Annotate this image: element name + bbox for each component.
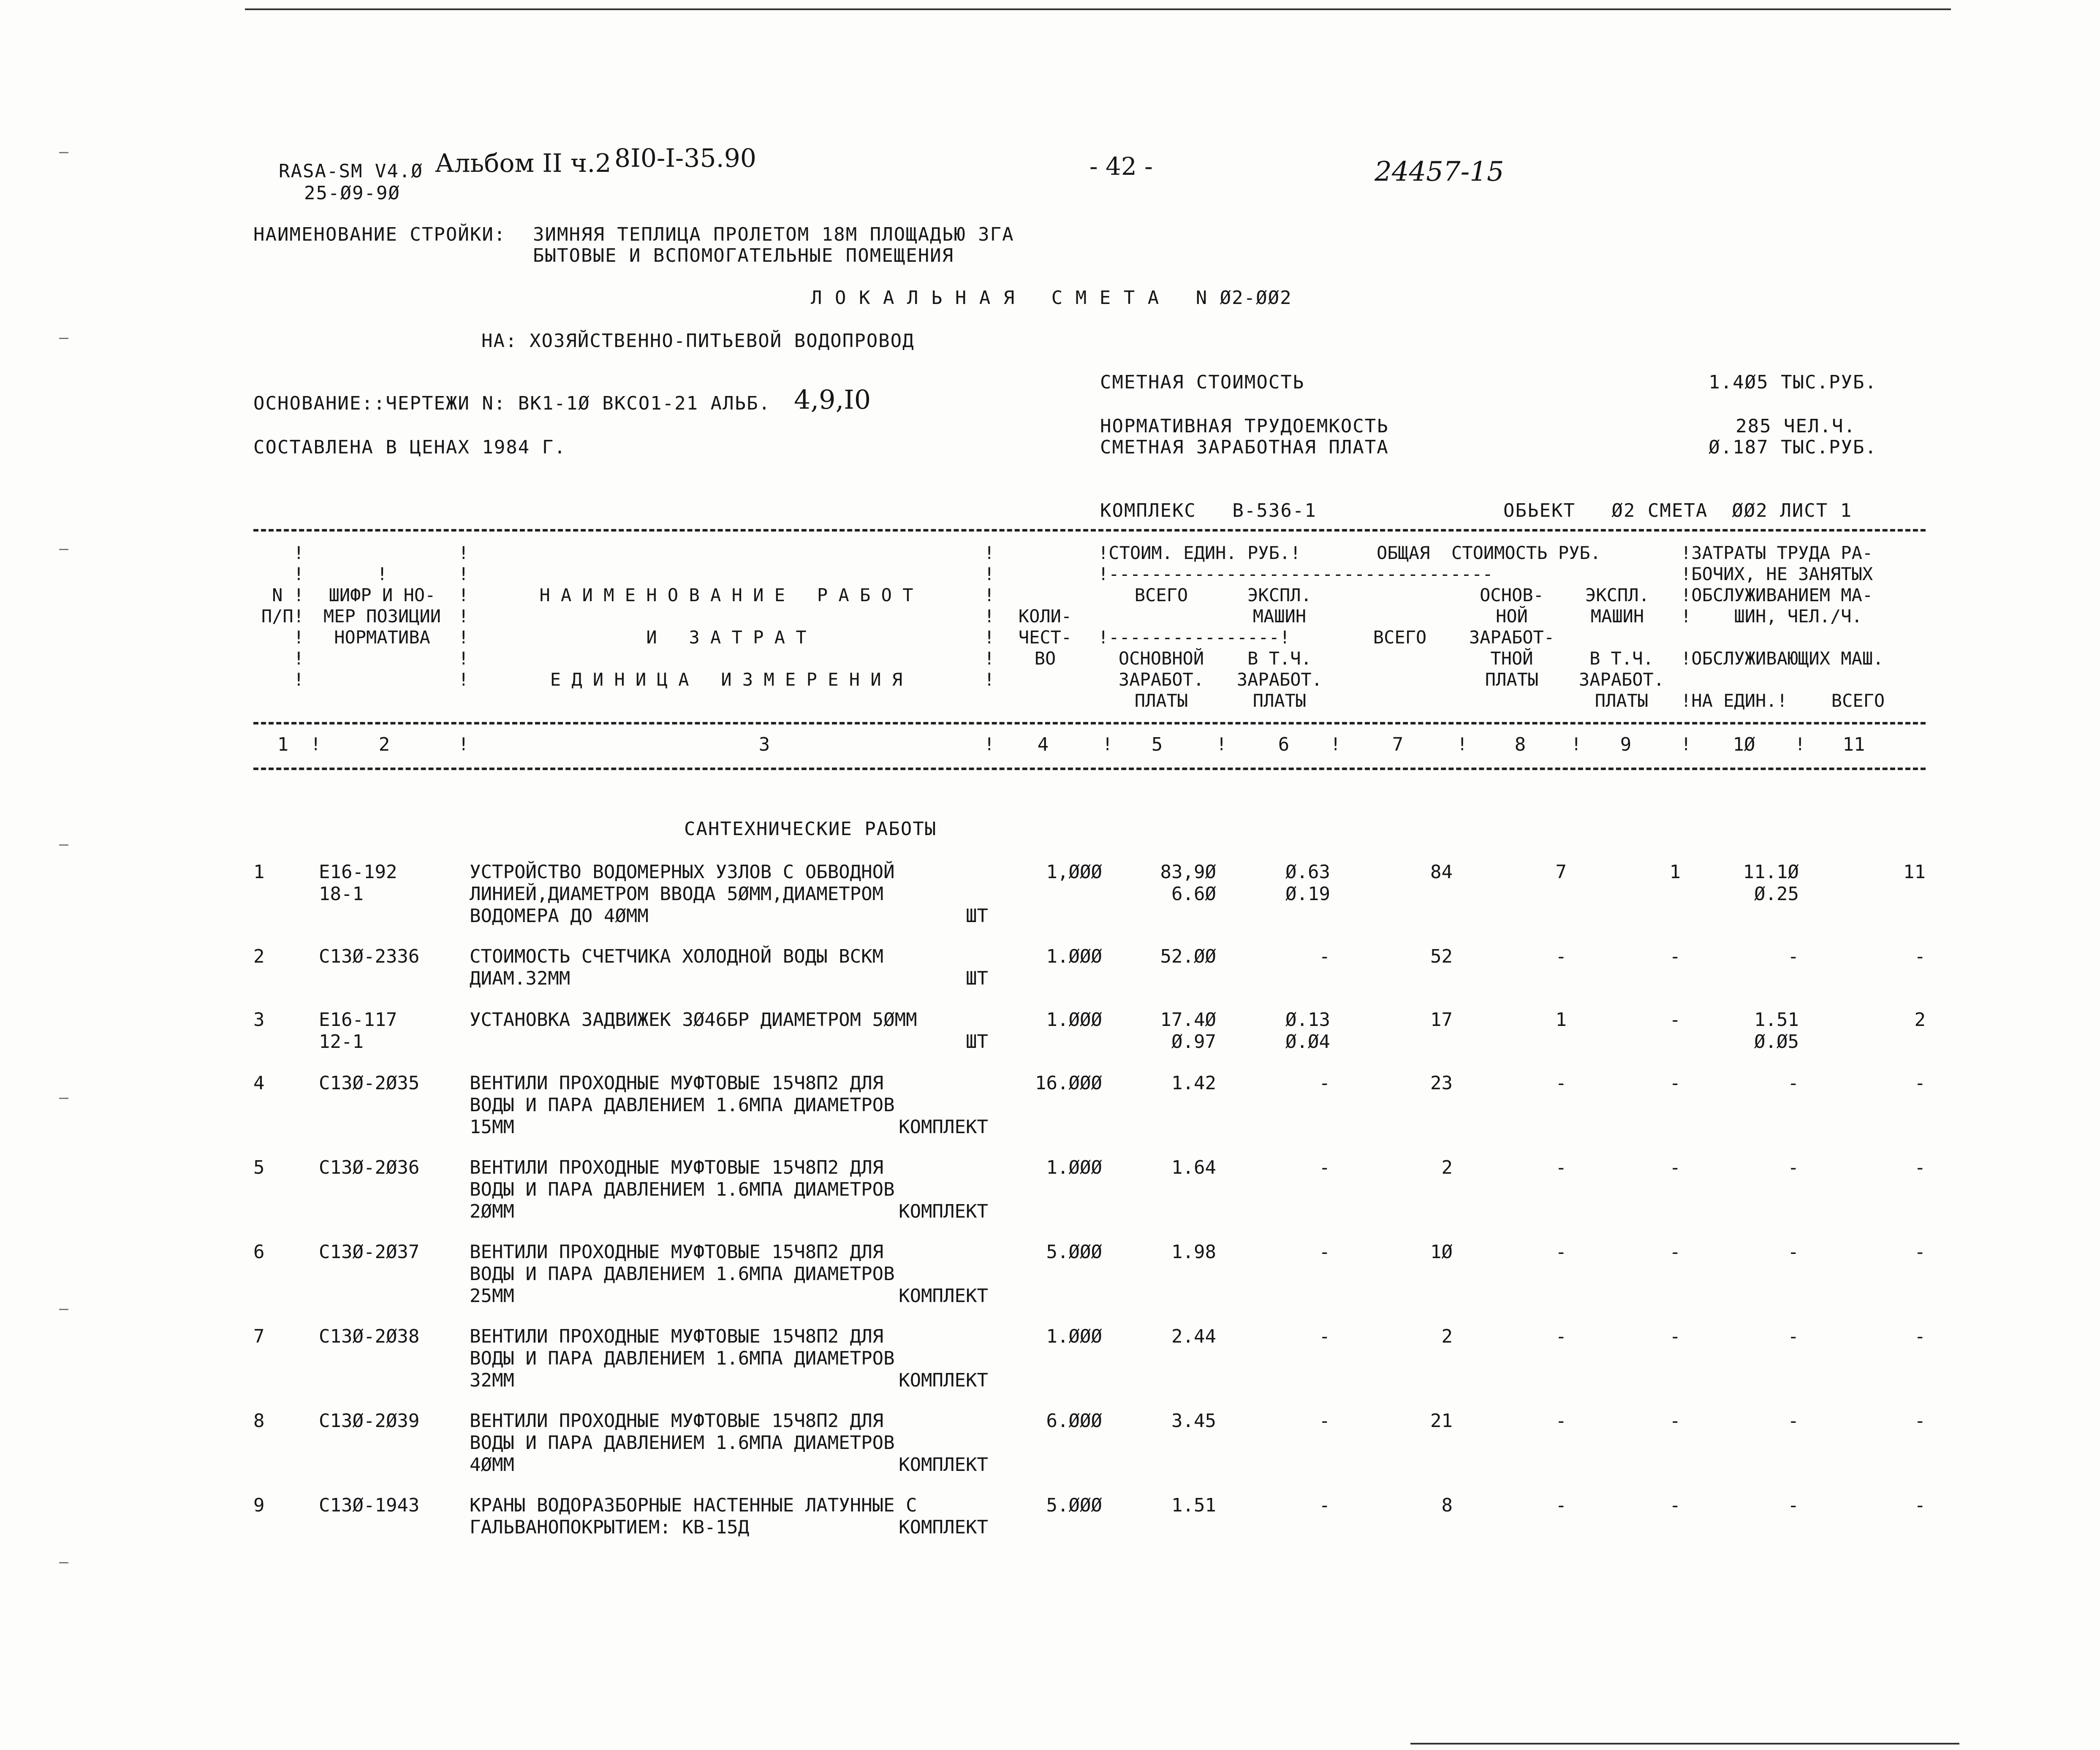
number-row-separator: ! [1457, 734, 1468, 754]
row-labor-total: - [1914, 1072, 1926, 1094]
summary-label-labor: НОРМАТИВНАЯ ТРУДОЕМКОСТЬ [1100, 415, 1389, 437]
header-labor-costs: !ЗАТРАТЫ ТРУДА РА- !БОЧИХ, НЕ ЗАНЯТЫХ !ОБСЛУЖИВАНИЕМ МА- ! ШИН, ЧЕЛ./Ч. [1681, 543, 1873, 627]
row-unit-total: 1.98 [1171, 1241, 1216, 1263]
row-quantity: 5.ØØØ [1046, 1495, 1102, 1516]
album-label: Альбом II ч.2 [435, 149, 611, 178]
margin-mark [59, 844, 68, 846]
number-row-separator: ! [1571, 734, 1582, 754]
row-labor-per-unit: - [1788, 1410, 1799, 1432]
row-machine: - [1669, 1326, 1681, 1347]
row-total: 1Ø [1430, 1241, 1453, 1263]
row-total: 2 [1441, 1157, 1453, 1178]
summary-label-cost: СМЕТНАЯ СТОИМОСТЬ [1100, 372, 1305, 393]
row-total: 17 [1430, 1009, 1453, 1031]
estimate-basis-handwritten: 4,9,I0 [794, 384, 871, 415]
header-col-name-line3: Е Д И Н И Ц А И З М Е Р Е Н И Я [550, 669, 903, 690]
row-total: 8 [1441, 1495, 1453, 1516]
row-labor-per-unit: - [1788, 1326, 1799, 1347]
header-col-name-line2: И З А Т Р А Т [646, 627, 807, 648]
row-unit-machine: - [1319, 1326, 1330, 1347]
estimate-title: Л О К А Л Ь Н А Я С М Е Т А N Ø2-ØØ2 [811, 287, 1292, 309]
table-rule-numbers-bottom [253, 768, 1926, 770]
row-unit-machine: Ø.63 Ø.19 [1285, 861, 1330, 905]
row-name: КРАНЫ ВОДОРАЗБОРНЫЕ НАСТЕННЫЕ ЛАТУННЫЕ С ГАЛЬВАНОПОКРЫТИЕМ: КВ-15Д [470, 1495, 917, 1538]
header-separator: ! ! ! ! ! ! ! [458, 543, 469, 690]
header-labor-machine-ops: !ОБСЛУЖИВАЮЩИХ МАШ. [1681, 648, 1884, 669]
header-col-number: ! ! N ! П/П! ! ! ! [261, 543, 304, 690]
row-code: С13Ø-2Ø35 [319, 1072, 420, 1094]
summary-value-labor: 285 ЧЕЛ.Ч. [1736, 415, 1856, 437]
row-labor-total: - [1914, 1157, 1926, 1178]
row-total: 23 [1430, 1072, 1453, 1094]
summary-label-wages: СМЕТНАЯ ЗАРАБОТНАЯ ПЛАТА [1100, 437, 1389, 458]
margin-mark [59, 1562, 68, 1563]
margin-mark [59, 1309, 68, 1310]
row-number: 4 [253, 1072, 265, 1094]
number-row-separator: ! [458, 734, 469, 754]
complex-code: КОМПЛЕКС В-536-1 [1100, 500, 1317, 521]
program-version: RASA-SM V4.Ø [279, 160, 423, 182]
number-row-separator: ! [1330, 734, 1341, 754]
row-code: С13Ø-2Ø38 [319, 1326, 420, 1347]
row-name: ВЕНТИЛИ ПРОХОДНЫЕ МУФТОВЫЕ 15Ч8П2 ДЛЯ ВОДЫ И ПАРА ДАВЛЕНИЕМ 1.6МПА ДИАМЕТРОВ 2ØММ [470, 1157, 895, 1222]
row-number: 7 [253, 1326, 265, 1347]
row-name: ВЕНТИЛИ ПРОХОДНЫЕ МУФТОВЫЕ 15Ч8П2 ДЛЯ ВОДЫ И ПАРА ДАВЛЕНИЕМ 1.6МПА ДИАМЕТРОВ 32ММ [470, 1326, 895, 1391]
row-machine: - [1669, 1241, 1681, 1263]
header-col-machine-wages: В Т.Ч. ЗАРАБОТ. ПЛАТЫ [1578, 648, 1665, 711]
header-col-base-wage-total: ОСНОВ- НОЙ ЗАРАБОТ- ТНОЙ ПЛАТЫ [1469, 585, 1555, 690]
header-total-cost-group: ОБЩАЯ СТОИМОСТЬ РУБ. [1377, 543, 1601, 563]
row-quantity: 1.ØØØ [1046, 946, 1102, 967]
estimate-basis: ОСНОВАНИЕ::ЧЕРТЕЖИ N: ВК1-1Ø ВКСО1-21 АЛЬБ. [253, 393, 771, 414]
row-code: С13Ø-2Ø39 [319, 1410, 420, 1432]
row-name: ВЕНТИЛИ ПРОХОДНЫЕ МУФТОВЫЕ 15Ч8П2 ДЛЯ ВОДЫ И ПАРА ДАВЛЕНИЕМ 1.6МПА ДИАМЕТРОВ 25ММ [470, 1241, 895, 1307]
row-unit-machine: - [1319, 1495, 1330, 1516]
row-base-wages: - [1555, 1326, 1567, 1347]
row-unit-machine: - [1319, 1157, 1330, 1178]
row-number: 2 [253, 946, 265, 967]
header-col-per-unit: !НА ЕДИН.! [1681, 690, 1788, 711]
header-col-name-line1: Н А И М Е Н О В А Н И Е Р А Б О Т [539, 585, 913, 605]
document-number: 24457-15 [1375, 156, 1504, 187]
row-name: УСТАНОВКА ЗАДВИЖЕК 3Ø46БР ДИАМЕТРОМ 5ØММ [470, 1009, 917, 1031]
row-number: 1 [253, 861, 265, 883]
estimate-subject: НА: ХОЗЯЙСТВЕННО-ПИТЬЕВОЙ ВОДОПРОВОД [481, 330, 915, 352]
header-col-total: ВСЕГО [1134, 585, 1188, 605]
row-number: 9 [253, 1495, 265, 1516]
header-col-quantity: КОЛИ- ЧЕСТ- ВО [1018, 606, 1072, 669]
row-labor-per-unit: - [1788, 946, 1799, 967]
row-unit-total: 3.45 [1171, 1410, 1216, 1432]
column-number: 1 [277, 734, 289, 755]
row-total: 2 [1441, 1326, 1453, 1347]
project-code: 8I0-I-35.90 [614, 144, 757, 173]
margin-mark [59, 1098, 68, 1099]
margin-mark [59, 549, 68, 550]
column-number: 8 [1514, 734, 1526, 755]
row-labor-per-unit: 11.1Ø Ø.25 [1743, 861, 1799, 905]
row-unit-total: 17.4Ø Ø.97 [1160, 1009, 1216, 1053]
row-unit: КОМПЛЕКТ [899, 1116, 988, 1138]
row-number: 5 [253, 1157, 265, 1178]
row-unit-total: 1.42 [1171, 1072, 1216, 1094]
number-row-separator: ! [1681, 734, 1692, 754]
row-total: 84 [1430, 861, 1453, 883]
number-row-separator: ! [1102, 734, 1113, 754]
header-rule: !------------------------------------ [1098, 564, 1493, 584]
row-unit-total: 1.64 [1171, 1157, 1216, 1178]
header-separator: ! ! ! ! ! ! ! [984, 543, 995, 690]
object-sheet-info: ОБЬЕКТ Ø2 СМЕТА ØØ2 ЛИСТ 1 [1503, 500, 1853, 521]
number-row-separator: ! [984, 734, 995, 754]
row-labor-total: - [1914, 1495, 1926, 1516]
row-number: 3 [253, 1009, 265, 1031]
row-name: ВЕНТИЛИ ПРОХОДНЫЕ МУФТОВЫЕ 15Ч8П2 ДЛЯ ВОДЫ И ПАРА ДАВЛЕНИЕМ 1.6МПА ДИАМЕТРОВ 4ØММ [470, 1410, 895, 1476]
column-number: 1Ø [1733, 734, 1755, 755]
row-base-wages: - [1555, 946, 1567, 967]
row-quantity: 6.ØØØ [1046, 1410, 1102, 1432]
row-labor-total: 2 [1914, 1009, 1926, 1031]
column-number: 9 [1620, 734, 1632, 755]
row-unit: КОМПЛЕКТ [899, 1517, 988, 1538]
column-number: 7 [1392, 734, 1404, 755]
row-unit: КОМПЛЕКТ [899, 1370, 988, 1391]
row-code: С13Ø-2Ø37 [319, 1241, 420, 1263]
row-quantity: 1.ØØØ [1046, 1157, 1102, 1178]
row-unit: КОМПЛЕКТ [899, 1454, 988, 1476]
row-machine: - [1669, 1009, 1681, 1031]
row-name: ВЕНТИЛИ ПРОХОДНЫЕ МУФТОВЫЕ 15Ч8П2 ДЛЯ ВОДЫ И ПАРА ДАВЛЕНИЕМ 1.6МПА ДИАМЕТРОВ 15ММ [470, 1072, 895, 1138]
header-col-base-wages: ОСНОВНОЙ ЗАРАБОТ. ПЛАТЫ [1118, 648, 1204, 711]
row-machine: - [1669, 1157, 1681, 1178]
row-unit-machine: - [1319, 1410, 1330, 1432]
row-code: Е16-117 12-1 [319, 1009, 397, 1053]
row-machine: - [1669, 1495, 1681, 1516]
column-number: 2 [378, 734, 390, 755]
row-labor-total: - [1914, 1326, 1926, 1347]
row-base-wages: - [1555, 1241, 1567, 1263]
row-labor-per-unit: 1.51 Ø.Ø5 [1754, 1009, 1799, 1053]
header-col-machine-ops: ЭКСПЛ. МАШИН [1247, 585, 1312, 627]
row-total: 52 [1430, 946, 1453, 967]
row-unit-total: 1.51 [1171, 1495, 1216, 1516]
margin-mark [59, 338, 68, 339]
header-rule: !----------------! [1098, 627, 1290, 648]
section-title: САНТЕХНИЧЕСКИЕ РАБОТЫ [684, 818, 937, 840]
project-line1: ЗИМНЯЯ ТЕПЛИЦА ПРОЛЕТОМ 18М ПЛОЩАДЬЮ 3ГА [533, 224, 1014, 245]
row-name: СТОИМОСТЬ СЧЕТЧИКА ХОЛОДНОЙ ВОДЫ ВСКМ ДИАМ.32ММ [470, 946, 884, 989]
row-quantity: 1,ØØØ [1046, 861, 1102, 883]
row-base-wages: 1 [1555, 1009, 1567, 1031]
row-machine: - [1669, 1410, 1681, 1432]
header-col-grand-total: ВСЕГО [1373, 627, 1427, 648]
table-rule-header-bottom [253, 722, 1926, 724]
number-row-separator: ! [1795, 734, 1806, 754]
row-quantity: 16.ØØØ [1035, 1072, 1102, 1094]
column-number: 6 [1278, 734, 1290, 755]
row-code: С13Ø-2Ø36 [319, 1157, 420, 1178]
row-base-wages: - [1555, 1157, 1567, 1178]
row-labor-total: 11 [1903, 861, 1926, 883]
row-unit: КОМПЛЕКТ [899, 1201, 988, 1222]
row-quantity: 1.ØØØ [1046, 1326, 1102, 1347]
row-base-wages: - [1555, 1410, 1567, 1432]
price-level: СОСТАВЛЕНА В ЦЕНАХ 1984 Г. [253, 437, 566, 458]
header-col-incl-wages: В Т.Ч. ЗАРАБОТ. ПЛАТЫ [1236, 648, 1323, 711]
row-machine: 1 [1669, 861, 1681, 883]
row-labor-per-unit: - [1788, 1241, 1799, 1263]
row-unit-machine: - [1319, 1241, 1330, 1263]
header-col-labor-total: ВСЕГО [1831, 690, 1885, 711]
row-machine: - [1669, 946, 1681, 967]
project-line2: БЫТОВЫЕ И ВСПОМОГАТЕЛЬНЫЕ ПОМЕЩЕНИЯ [533, 245, 954, 266]
row-labor-per-unit: - [1788, 1495, 1799, 1516]
row-labor-total: - [1914, 1410, 1926, 1432]
row-code: Е16-192 18-1 [319, 861, 397, 905]
row-unit: КОМПЛЕКТ [899, 1285, 988, 1307]
summary-value-cost: 1.4Ø5 ТЫС.РУБ. [1709, 372, 1877, 393]
row-labor-total: - [1914, 1241, 1926, 1263]
row-unit: ШТ [966, 905, 988, 927]
row-unit-machine: - [1319, 946, 1330, 967]
row-quantity: 1.ØØØ [1046, 1009, 1102, 1031]
row-labor-per-unit: - [1788, 1157, 1799, 1178]
header-col-code: ! ШИФР И НО- МЕР ПОЗИЦИИ НОРМАТИВА [323, 564, 441, 648]
row-number: 8 [253, 1410, 265, 1432]
row-total: 21 [1430, 1410, 1453, 1432]
number-row-separator: ! [1216, 734, 1227, 754]
row-unit-total: 83,9Ø 6.6Ø [1160, 861, 1216, 905]
row-labor-per-unit: - [1788, 1072, 1799, 1094]
row-number: 6 [253, 1241, 265, 1263]
page-number: - 42 - [1089, 152, 1153, 181]
table-rule-top [253, 529, 1926, 532]
row-unit: ШТ [966, 968, 988, 989]
row-base-wages: 7 [1555, 861, 1567, 883]
header-col-machine-total: ЭКСПЛ. МАШИН [1585, 585, 1649, 627]
bottom-border-line [1410, 1743, 1959, 1745]
top-border-line [245, 8, 1951, 10]
row-unit: ШТ [966, 1031, 988, 1053]
row-machine: - [1669, 1072, 1681, 1094]
row-labor-total: - [1914, 946, 1926, 967]
row-unit-machine: - [1319, 1072, 1330, 1094]
row-quantity: 5.ØØØ [1046, 1241, 1102, 1263]
number-row-separator: ! [310, 734, 321, 754]
column-number: 4 [1037, 734, 1049, 755]
row-base-wages: - [1555, 1072, 1567, 1094]
column-number: 3 [758, 734, 770, 755]
row-code: С13Ø-2336 [319, 946, 420, 967]
column-number: 5 [1151, 734, 1163, 755]
row-unit-total: 52.ØØ [1160, 946, 1216, 967]
row-name: УСТРОЙСТВО ВОДОМЕРНЫХ УЗЛОВ С ОБВОДНОЙ ЛИНИЕЙ,ДИАМЕТРОМ ВВОДА 5ØММ,ДИАМЕТРОМ ВОДОМЕРА ДО 4ØММ [470, 861, 895, 927]
summary-value-wages: Ø.187 ТЫС.РУБ. [1709, 437, 1877, 458]
header-unit-cost-group: !СТОИМ. ЕДИН. РУБ.! [1098, 543, 1301, 563]
row-base-wages: - [1555, 1495, 1567, 1516]
project-label: НАИМЕНОВАНИЕ СТРОЙКИ: [253, 224, 506, 245]
row-unit-total: 2.44 [1171, 1326, 1216, 1347]
row-unit-machine: Ø.13 Ø.Ø4 [1285, 1009, 1330, 1053]
print-date: 25-Ø9-9Ø [304, 182, 400, 204]
row-code: С13Ø-1943 [319, 1495, 420, 1516]
margin-mark [59, 152, 68, 153]
column-number: 11 [1842, 734, 1865, 755]
